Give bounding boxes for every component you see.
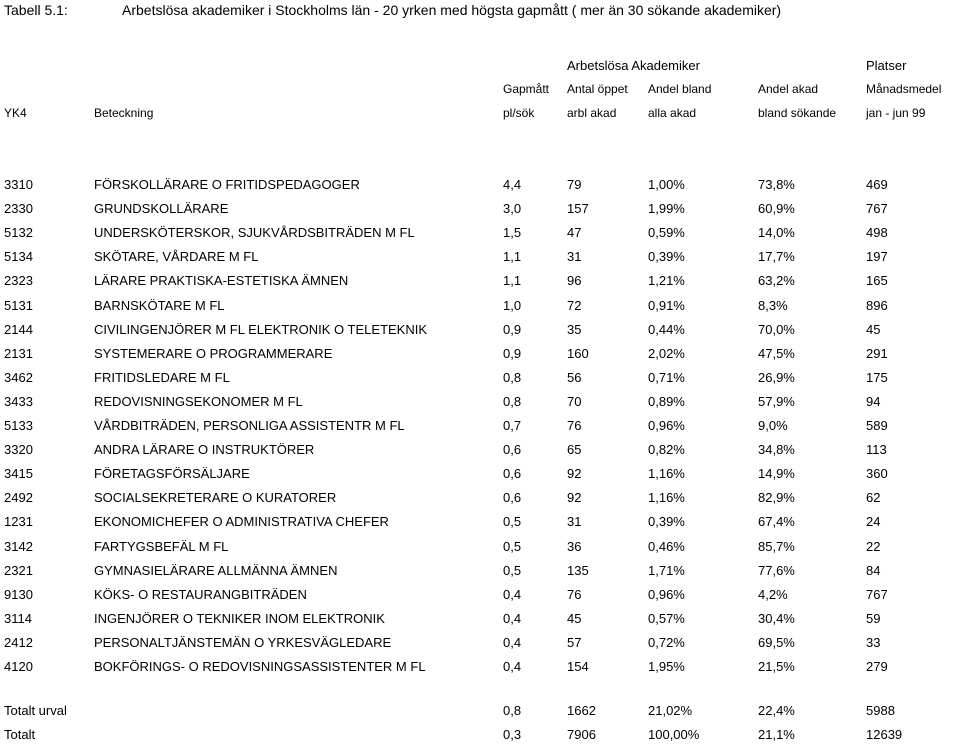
cell-andel-alla: 0,89% (648, 393, 685, 409)
total-row (0, 703, 960, 723)
table-row (0, 539, 960, 559)
cell-gapmatt: 0,6 (503, 442, 522, 458)
cell-antal: 31 (567, 514, 582, 530)
cell-yk4: 2412 (4, 634, 33, 650)
cell-yk4: 4120 (4, 659, 33, 674)
header-group-akademiker: Arbetslösa Akademiker (567, 58, 700, 73)
table-row (0, 611, 960, 631)
cell-andel-alla: 1,99% (648, 201, 685, 217)
cell-gapmatt: 1,5 (503, 225, 522, 241)
header-yk4: YK4 (4, 106, 27, 120)
cell-gapmatt: 0,4 (503, 659, 522, 674)
cell-platser: 291 (866, 345, 888, 361)
cell-andel-alla: 0,44% (648, 321, 685, 337)
cell-gapmatt: 0,4 (503, 586, 522, 602)
cell-yk4: 3462 (4, 369, 33, 385)
table-row (0, 201, 960, 221)
table-row (0, 442, 960, 462)
cell-andel-sokande: 30,4% (758, 610, 795, 626)
total-andel-alla: 100,00% (648, 727, 700, 742)
cell-yk4: 2321 (4, 562, 33, 578)
header-platser-bottom: jan - jun 99 (866, 106, 926, 120)
cell-andel-sokande: 82,9% (758, 490, 795, 506)
cell-antal: 35 (567, 321, 582, 337)
cell-beteckning: INGENJÖRER O TEKNIKER INOM ELEKTRONIK (94, 610, 385, 626)
cell-platser: 896 (866, 297, 888, 313)
cell-andel-alla: 1,95% (648, 659, 685, 674)
cell-gapmatt: 0,6 (503, 490, 522, 506)
total-antal: 1662 (567, 703, 596, 718)
cell-andel-sokande: 34,8% (758, 442, 795, 458)
cell-andel-sokande: 21,5% (758, 659, 795, 674)
cell-andel-sokande: 60,9% (758, 201, 795, 217)
table-number: Tabell 5.1: (4, 2, 68, 18)
cell-yk4: 3320 (4, 442, 33, 458)
cell-platser: 84 (866, 562, 881, 578)
cell-andel-sokande: 47,5% (758, 345, 795, 361)
cell-andel-sokande: 9,0% (758, 418, 788, 433)
cell-yk4: 3142 (4, 538, 33, 554)
cell-gapmatt: 3,0 (503, 201, 522, 217)
cell-gapmatt: 4,4 (503, 177, 522, 192)
cell-yk4: 9130 (4, 586, 33, 602)
cell-antal: 92 (567, 466, 582, 482)
table-row (0, 273, 960, 293)
cell-beteckning: SYSTEMERARE O PROGRAMMERARE (94, 345, 333, 361)
cell-andel-alla: 0,96% (648, 418, 685, 433)
header-andel-bottom: alla akad (648, 106, 697, 120)
table-row (0, 370, 960, 390)
cell-andel-alla: 0,96% (648, 586, 685, 602)
table-row (0, 418, 960, 438)
cell-platser: 62 (866, 490, 881, 506)
cell-yk4: 2131 (4, 345, 33, 361)
cell-beteckning: BARNSKÖTARE M FL (94, 297, 225, 313)
cell-platser: 59 (866, 610, 881, 626)
cell-platser: 45 (866, 321, 881, 337)
cell-platser: 113 (866, 442, 887, 458)
total-andel-sokande: 21,1% (758, 727, 795, 742)
cell-platser: 175 (866, 369, 888, 385)
cell-andel-alla: 0,82% (648, 442, 685, 458)
cell-andel-alla: 1,00% (648, 177, 685, 192)
table-row (0, 346, 960, 366)
table-title: Arbetslösa akademiker i Stockholms län - 20 yrken med högsta gapmått ( mer än 30 sökande akademiker) (122, 2, 782, 18)
table-row (0, 587, 960, 607)
cell-antal: 135 (567, 562, 589, 578)
table-row (0, 394, 960, 414)
cell-platser: 589 (866, 418, 888, 433)
cell-platser: 24 (866, 514, 881, 530)
cell-gapmatt: 0,7 (503, 418, 522, 433)
table-row (0, 563, 960, 583)
table-row (0, 249, 960, 269)
table-row (0, 225, 960, 245)
cell-antal: 45 (567, 610, 582, 626)
cell-platser: 33 (866, 634, 881, 650)
cell-antal: 157 (567, 201, 589, 217)
cell-beteckning: GYMNASIELÄRARE ALLMÄNNA ÄMNEN (94, 562, 338, 578)
cell-antal: 154 (567, 659, 589, 674)
cell-andel-sokande: 26,9% (758, 369, 795, 385)
cell-gapmatt: 0,4 (503, 610, 522, 626)
table-row (0, 635, 960, 655)
cell-andel-sokande: 14,9% (758, 466, 795, 482)
cell-andel-alla: 0,39% (648, 249, 685, 265)
cell-antal: 65 (567, 442, 582, 458)
header-platser-top: Månadsmedel (866, 82, 942, 96)
cell-andel-alla: 0,46% (648, 538, 685, 554)
header-group-platser: Platser (866, 58, 907, 73)
cell-antal: 72 (567, 297, 582, 313)
cell-yk4: 3433 (4, 393, 33, 409)
cell-andel-alla: 1,16% (648, 466, 685, 482)
cell-platser: 360 (866, 466, 888, 482)
cell-beteckning: FÖRETAGSFÖRSÄLJARE (94, 466, 250, 482)
cell-antal: 70 (567, 393, 582, 409)
cell-andel-alla: 2,02% (648, 345, 685, 361)
cell-andel-alla: 1,16% (648, 490, 685, 506)
cell-yk4: 2330 (4, 201, 33, 217)
cell-platser: 197 (866, 249, 888, 265)
cell-beteckning: CIVILINGENJÖRER M FL ELEKTRONIK O TELETEKNIK (94, 321, 428, 337)
cell-andel-sokande: 57,9% (758, 393, 795, 409)
total-row (0, 727, 960, 747)
header-antal-top: Antal öppet (567, 82, 628, 96)
total-platser: 12639 (866, 727, 903, 742)
cell-yk4: 5134 (4, 249, 33, 265)
cell-platser: 165 (866, 273, 888, 289)
cell-gapmatt: 1,0 (503, 297, 522, 313)
header-antal-bottom: arbl akad (567, 106, 617, 120)
cell-andel-alla: 0,39% (648, 514, 685, 530)
table-row (0, 177, 960, 197)
header-andelsok-top: Andel akad (758, 82, 819, 96)
cell-antal: 57 (567, 634, 582, 650)
cell-andel-sokande: 4,2% (758, 586, 788, 602)
cell-yk4: 2323 (4, 273, 33, 289)
cell-antal: 96 (567, 273, 582, 289)
header-gapmatt-top: Gapmått (503, 82, 550, 96)
cell-andel-sokande: 69,5% (758, 634, 795, 650)
cell-gapmatt: 0,9 (503, 345, 522, 361)
cell-antal: 36 (567, 538, 582, 554)
cell-beteckning: FRITIDSLEDARE M FL (94, 369, 230, 385)
cell-antal: 79 (567, 177, 582, 192)
total-gapmatt: 0,8 (503, 703, 522, 718)
cell-andel-alla: 0,91% (648, 297, 685, 313)
cell-platser: 94 (866, 393, 881, 409)
table-row (0, 659, 960, 679)
cell-platser: 22 (866, 538, 881, 554)
header-andel-top: Andel bland (648, 82, 712, 96)
cell-platser: 498 (866, 225, 888, 241)
total-andel-sokande: 22,4% (758, 703, 795, 718)
cell-gapmatt: 0,4 (503, 634, 522, 650)
cell-yk4: 5133 (4, 418, 33, 433)
cell-beteckning: KÖKS- O RESTAURANGBITRÄDEN (94, 586, 307, 602)
cell-andel-sokande: 14,0% (758, 225, 795, 241)
cell-andel-sokande: 85,7% (758, 538, 795, 554)
total-platser: 5988 (866, 703, 895, 718)
total-gapmatt: 0,3 (503, 727, 522, 742)
cell-platser: 767 (866, 201, 888, 217)
table-row (0, 490, 960, 510)
cell-beteckning: VÅRDBITRÄDEN, PERSONLIGA ASSISTENTR M FL (94, 418, 405, 433)
cell-beteckning: GRUNDSKOLLÄRARE (94, 201, 229, 217)
table-row (0, 298, 960, 318)
cell-beteckning: SKÖTARE, VÅRDARE M FL (94, 249, 259, 265)
table-row (0, 322, 960, 342)
cell-antal: 76 (567, 586, 582, 602)
cell-andel-alla: 0,71% (648, 369, 685, 385)
cell-yk4: 5132 (4, 225, 33, 241)
cell-beteckning: EKONOMICHEFER O ADMINISTRATIVA CHEFER (94, 514, 389, 530)
cell-beteckning: SOCIALSEKRETERARE O KURATORER (94, 490, 337, 506)
cell-antal: 76 (567, 418, 582, 433)
cell-gapmatt: 0,5 (503, 538, 522, 554)
cell-yk4: 3415 (4, 466, 33, 482)
cell-platser: 469 (866, 177, 888, 192)
cell-yk4: 3114 (4, 610, 32, 626)
cell-andel-alla: 0,59% (648, 225, 685, 241)
cell-andel-sokande: 73,8% (758, 177, 795, 192)
header-beteckning: Beteckning (94, 106, 154, 120)
cell-antal: 56 (567, 369, 582, 385)
cell-yk4: 3310 (4, 177, 33, 192)
cell-beteckning: REDOVISNINGSEKONOMER M FL (94, 393, 303, 409)
cell-platser: 767 (866, 586, 888, 602)
cell-beteckning: UNDERSKÖTERSKOR, SJUKVÅRDSBITRÄDEN M FL (94, 225, 415, 241)
cell-beteckning: LÄRARE PRAKTISKA-ESTETISKA ÄMNEN (94, 273, 349, 289)
cell-andel-sokande: 17,7% (758, 249, 795, 265)
table-row (0, 514, 960, 534)
table-row (0, 466, 960, 486)
cell-gapmatt: 0,5 (503, 514, 522, 530)
cell-antal: 160 (567, 345, 589, 361)
total-andel-alla: 21,02% (648, 703, 693, 718)
cell-andel-sokande: 77,6% (758, 562, 795, 578)
cell-beteckning: FARTYGSBEFÄL M FL (94, 538, 229, 554)
cell-beteckning: FÖRSKOLLÄRARE O FRITIDSPEDAGOGER (94, 177, 360, 192)
cell-yk4: 1231 (4, 514, 33, 530)
cell-antal: 92 (567, 490, 582, 506)
cell-gapmatt: 0,8 (503, 393, 522, 409)
cell-andel-sokande: 67,4% (758, 514, 795, 530)
cell-andel-sokande: 70,0% (758, 321, 795, 337)
cell-gapmatt: 1,1 (503, 273, 522, 289)
cell-yk4: 2492 (4, 490, 33, 506)
cell-andel-sokande: 8,3% (758, 297, 788, 313)
header-gapmatt-bottom: pl/sök (503, 106, 535, 120)
total-antal: 7906 (567, 727, 596, 742)
total-label: Totalt urval (4, 703, 67, 718)
cell-beteckning: BOKFÖRINGS- O REDOVISNINGSASSISTENTER M FL (94, 659, 426, 674)
cell-beteckning: PERSONALTJÄNSTEMÄN O YRKESVÄGLEDARE (94, 634, 392, 650)
cell-gapmatt: 1,1 (503, 249, 522, 265)
cell-andel-alla: 0,57% (648, 610, 685, 626)
cell-andel-alla: 1,21% (648, 273, 685, 289)
cell-andel-sokande: 63,2% (758, 273, 795, 289)
cell-yk4: 2144 (4, 321, 33, 337)
cell-platser: 279 (866, 659, 888, 674)
cell-andel-alla: 0,72% (648, 634, 685, 650)
header-andelsok-bottom: bland sökande (758, 106, 837, 120)
cell-antal: 31 (567, 249, 582, 265)
cell-beteckning: ANDRA LÄRARE O INSTRUKTÖRER (94, 442, 315, 458)
cell-gapmatt: 0,6 (503, 466, 522, 482)
cell-yk4: 5131 (4, 297, 33, 313)
total-label: Totalt (4, 727, 36, 742)
cell-gapmatt: 0,9 (503, 321, 522, 337)
cell-gapmatt: 0,8 (503, 369, 522, 385)
cell-andel-alla: 1,71% (648, 562, 685, 578)
cell-gapmatt: 0,5 (503, 562, 522, 578)
cell-antal: 47 (567, 225, 582, 241)
